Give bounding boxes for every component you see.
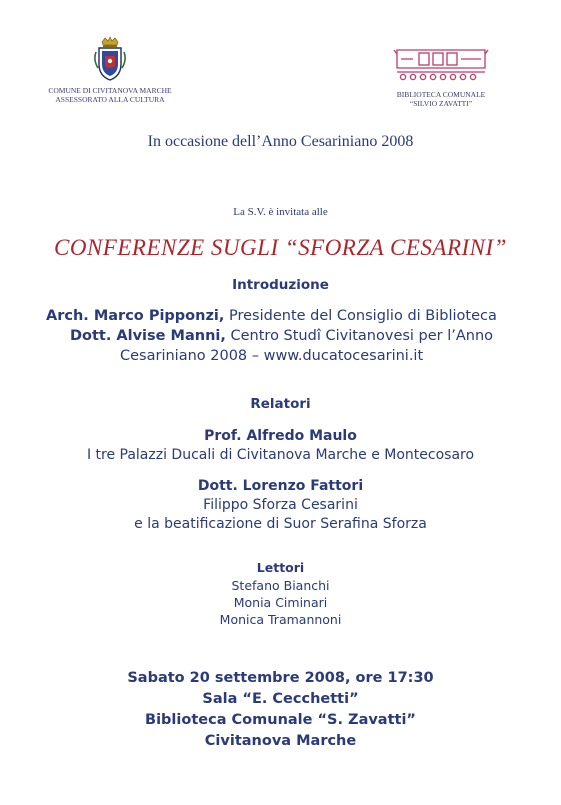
speaker-1-name: Arch. Marco Pipponzi, (46, 308, 225, 324)
municipality-header (30, 36, 190, 104)
talk-2-title-line-2: e la beatificazione di Suor Serafina Sforza (134, 516, 427, 532)
reader-name: Stefano Bianchi (231, 578, 330, 593)
library-building-icon (393, 46, 489, 84)
event-city: Civitanova Marche (204, 733, 357, 749)
culture-department: ASSESSORATO ALLA CULTURA (55, 95, 165, 104)
intro-speaker-1 (46, 306, 497, 326)
intro-heading: Introduzione (232, 277, 329, 293)
speaker-2-name: Dott. Alvise Manni, (70, 328, 226, 344)
talk-2-title-line-1: Filippo Sforza Cesarini (203, 497, 358, 513)
library-subtitle: “SILVIO ZAVATTI” (409, 99, 473, 108)
library-name: BIBLIOTECA COMUNALE (396, 90, 486, 99)
occasion-line: In occasione dell’Anno Cesariniano 2008 (147, 133, 414, 150)
speaker-1-role: Presidente del Consiglio di Biblioteca (224, 308, 497, 324)
talk-1-speaker: Prof. Alfredo Maulo (204, 428, 357, 444)
speaker-2-role: Centro Studî Civitanovesi per l’Anno (225, 328, 494, 344)
library-header (376, 46, 506, 108)
municipal-coat-of-arms-icon (93, 36, 127, 82)
event-title: CONFERENZE SUGLI “SFORZA CESARINI” (54, 235, 507, 260)
municipality-name: COMUNE DI CIVITANOVA MARCHE (48, 86, 172, 95)
relatori-heading: Relatori (250, 396, 311, 412)
talk-1-title: I tre Palazzi Ducali di Civitanova Marche e Montecosaro (86, 447, 475, 463)
reader-name: Monia Ciminari (233, 595, 328, 610)
talk-2-speaker: Dott. Lorenzo Fattori (197, 478, 364, 494)
invite-line: La S.V. è invitata alle (233, 206, 328, 218)
lettori-heading: Lettori (256, 560, 305, 575)
intro-speaker-2 (70, 326, 493, 346)
event-room: Sala “E. Cecchetti” (202, 691, 359, 707)
reader-name: Monica Tramannoni (219, 612, 342, 627)
event-date: Sabato 20 settembre 2008, ore 17:30 (127, 670, 434, 686)
speaker-2-role-continued: Cesariniano 2008 – www.ducatocesarini.it (120, 348, 424, 364)
event-library: Biblioteca Comunale “S. Zavatti” (145, 712, 416, 728)
